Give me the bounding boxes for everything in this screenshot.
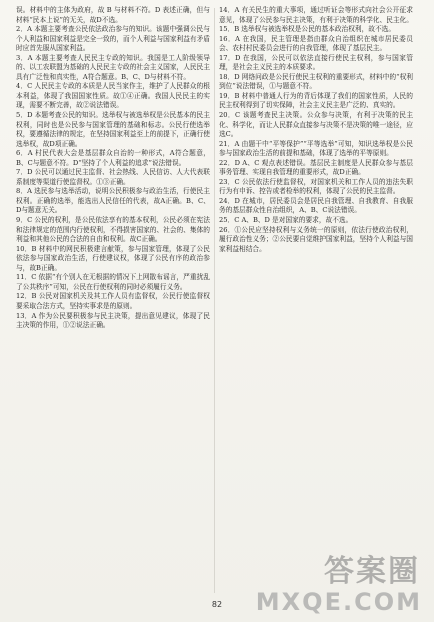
- answer-paragraph: 22．D A、C 观点表述错误。基层民主制度是人民群众参与基层事务管理、实现自我管理的重要形式，故D正确。: [219, 158, 413, 177]
- answer-paragraph: 15．B 选举权与被选举权是公民的基本政治权利，故不选。: [219, 25, 396, 34]
- answer-paragraph: 3．A 本题主要考查人民民主专政的知识。我国是工人阶级领导的、以工农联盟为基础的人民民主专政的社会主义国家，人民民主具有广泛性和真实性，A符合题意。B、C、D与材料不符。: [16, 53, 210, 81]
- answer-paragraph: 16．A 在我国，民主管理是指由群众自治组织在城市居民委员会、农村村民委员会进行的自我管理，体现了基层民主。: [219, 34, 413, 53]
- answer-paragraph: 24．D 在城市，居民委员会是居民自我管理、自我教育、自我服务的基层群众性自治组织，A、B、C说法错误。: [219, 196, 413, 215]
- answer-paragraph: 5．D 本题考查公民的知识。选举权与被选举权是公民基本的民主权利，同时也是公民参与国家管理的基础和标志。公民行使选举权，要遵循法律的规定，在坚持国家利益至上的前提下，正确行使选举权，故D项正确。: [16, 111, 210, 148]
- answer-paragraph: 2．A 本题主要考查公民依法政治参与的知识。该题中强调公民与个人利益和国家利益是完全一致的，而个人利益与国家利益有矛盾时应首先服从国家利益。: [16, 25, 210, 53]
- answer-paragraph: 18．D 网络问政是公民行使民主权利的重要形式，材料中的“权利到位”说法错误，①与题意不符。: [219, 72, 413, 91]
- left-column: [16, 6, 210, 331]
- answer-paragraph: 4．C 人民民主专政的本质是人民当家作主，维护了人民群众的根本利益，体现了我国国家性质。故①④正确。我国人民民主的实现，需要不断完善，故②说法错误。: [16, 82, 210, 110]
- answer-paragraph: 21．A 由题干中“平等保护”“平等选举”可知，知识选举权是公民参与国家政治生活的前提和基础，体现了选举的平等原则。: [219, 139, 413, 158]
- answer-paragraph: 13．A 作为公民要积极参与民主决策，提出意见建议，体现了民主决策的作用，①②说法正确。: [16, 311, 210, 330]
- answer-paragraph: 17．D 在我国，公民可以依法直接行使民主权利，参与国家管理，是社会主义民主的本质要求。: [219, 53, 413, 72]
- answer-paragraph: 误。材料中的主体为政府，故 B 与材料不符。D 表述正确，但与材料“民本上说”的无关，故D不选。: [16, 6, 210, 24]
- right-column: [219, 6, 413, 254]
- answer-paragraph: 26．①公民应坚持权利与义务统一的原则，依法行使政治权利，履行政治性义务；②公民要自觉维护国家利益，坚持个人利益与国家利益相结合。: [219, 225, 413, 253]
- watermark-url-text: MXQE.COM: [255, 588, 422, 616]
- answer-paragraph: 20．C 该题考查民主决策。公众参与决策，有利于决策的民主化、科学化，而让人民群众直接参与决策不是决策的唯一途径，应选C。: [219, 111, 413, 139]
- answer-paragraph: 10．B 材料中的网民积极建言献策，参与国家管理，体现了公民依法参与国家政治生活，行使建议权，体现了公民有序的政治参与，故B正确。: [16, 244, 210, 272]
- answer-paragraph: 12．B 公民对国家机关及其工作人员有监督权，公民行使监督权要采取合法方式，坚持实事求是的原则。: [16, 292, 210, 310]
- answer-paragraph: 9．C 公民的权利，是公民依法享有的基本权利，公民必须在宪法和法律规定的范围内行使权利，不得损害国家的、社会的、集体的利益和其他公民的合法的自由和权利。故C正确。: [16, 216, 210, 244]
- answer-paragraph: 8．A 选民参与选举活动，说明公民积极参与政治生活，行使民主权利。正确的选举，能选出人民信任的代表，故A正确。B、C、D与题意无关。: [16, 187, 210, 215]
- answer-paragraph: 7．D 公民可以通过民主监督、社会热线、人民信访、人大代表联系制度等渠道行使监督权。①③正确。: [16, 168, 210, 186]
- answer-paragraph: 19．B 材料中普通人行为的背后体现了我们的国家性质，人民的民主权利得到了切实保障，社会主义民主是广泛的、真实的。: [219, 91, 413, 110]
- answer-paragraph: 25．C A、B、D 是对国家的要求，故不选。: [219, 216, 353, 225]
- answer-paragraph: 14．A 有关民生的重大事项，通过听证会等形式向社会公开征求意见，体现了公民参与民主决策，有利于决策的科学化、民主化。: [219, 6, 413, 24]
- answer-paragraph: 6．A 村民代表大会是基层群众自治的一种形式，A符合题意，B、C与题意不符。D“坚持了个人利益的追求”说法错误。: [16, 149, 210, 167]
- column-divider: [214, 8, 215, 593]
- answer-paragraph: 11．C 依据“有个别人在无根据的情况下上网散布谣言，严重扰乱了公共秩序”可知，公民在行使权利的同时必须履行义务。: [16, 273, 210, 291]
- answer-paragraph: 23．C 公民依法行使监督权，对国家机关和工作人员的违法失职行为有申诉、控告或者检举的权利，体现了公民的民主监督。: [219, 177, 413, 196]
- watermark-logo-text: 答案圈: [324, 554, 420, 589]
- page-number: 82: [211, 600, 223, 609]
